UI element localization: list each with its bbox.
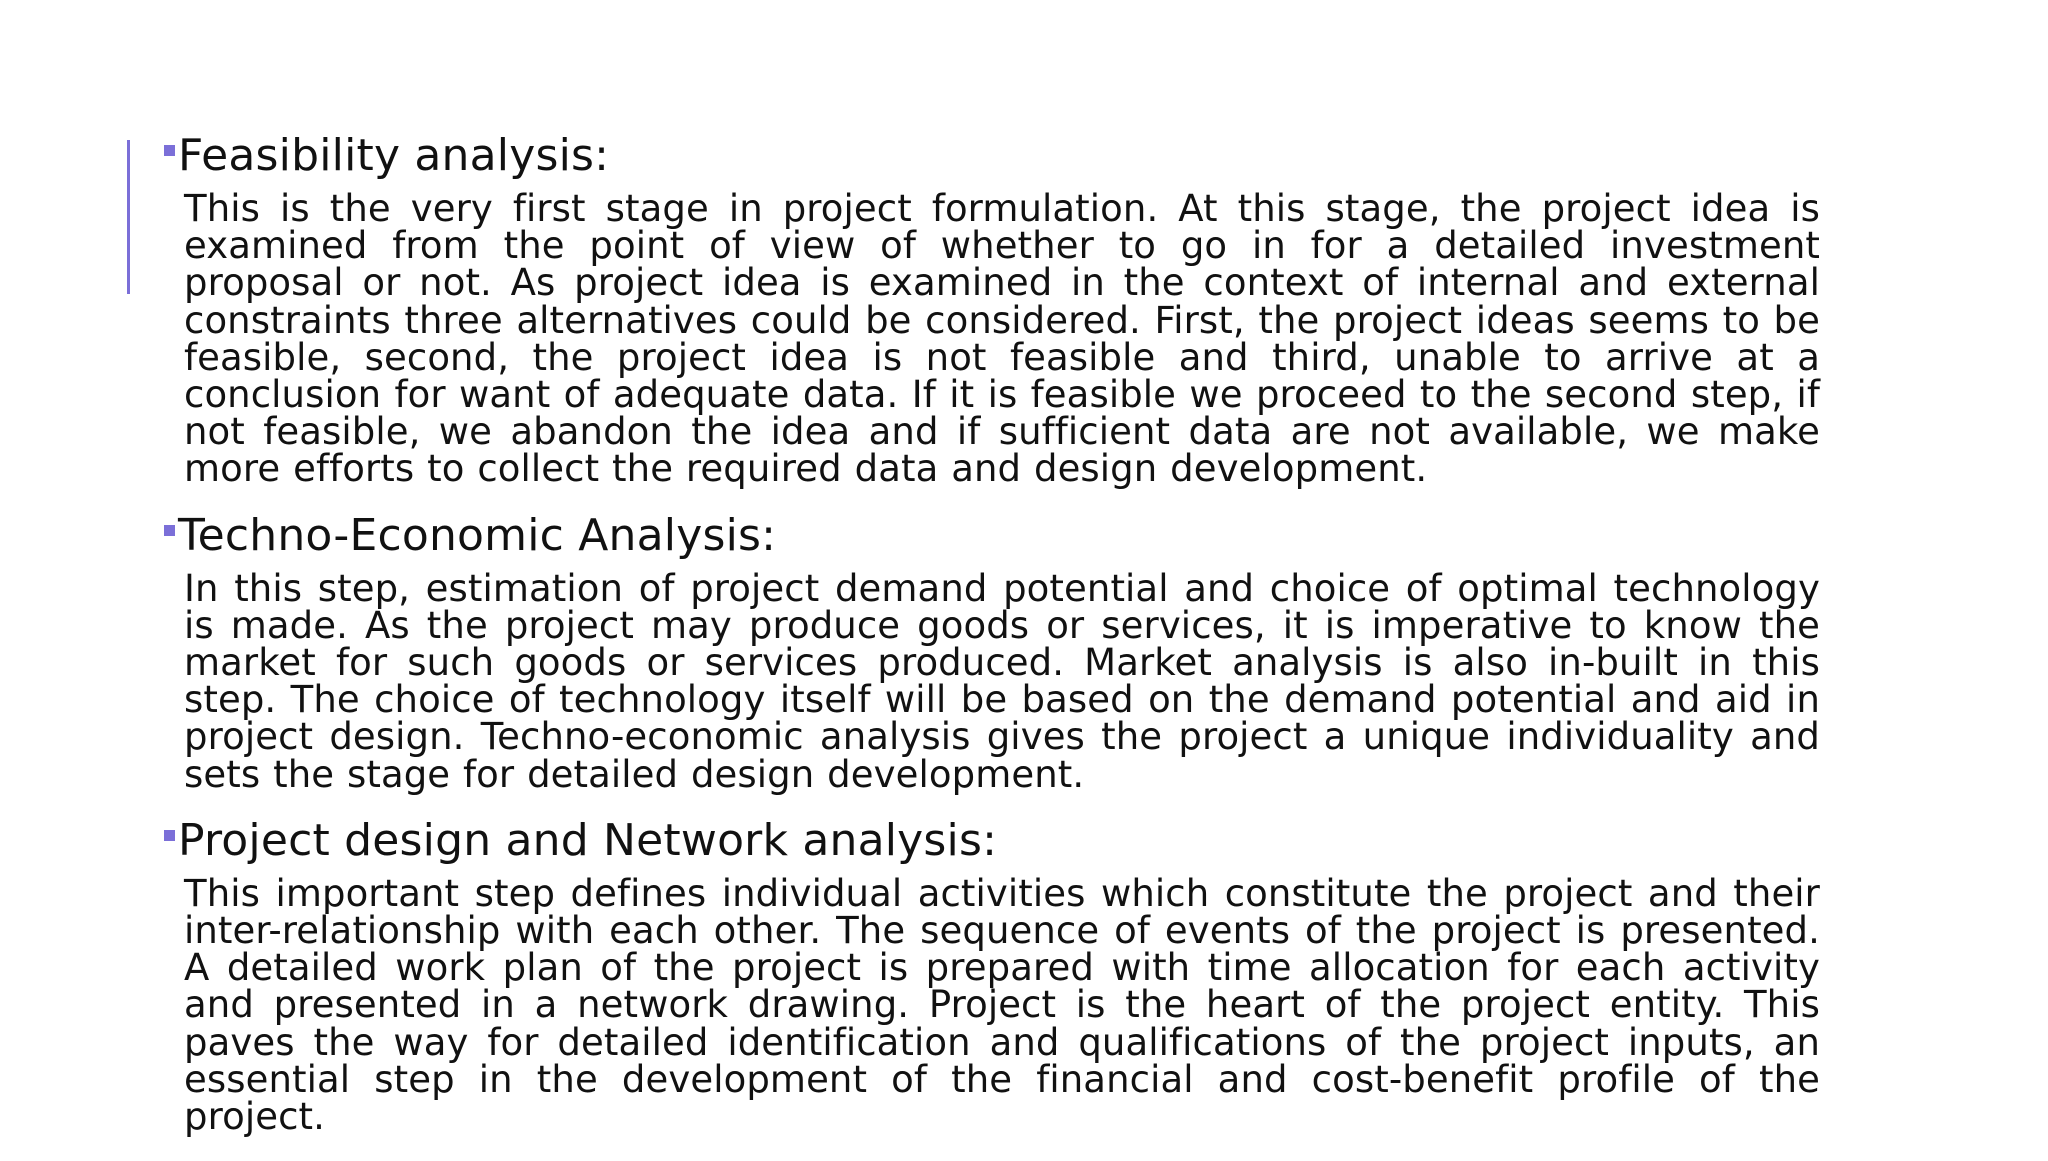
slide-content xyxy=(178,130,1820,1161)
square-bullet-icon xyxy=(164,145,175,156)
square-bullet-icon xyxy=(164,830,175,841)
section-feasibility-analysis xyxy=(178,130,1820,491)
section-body: This important step defines individual activities which constitute the project and their inter-relationship with each other. The sequence of events of the project is presented. A detailed work plan of the project is prepared with time allocation for each activity and presented in a network drawing. Project is the heart of the project entity. This paves the way for detailed identification and qualifications of the project inputs, an essential step in the development of the financial and cost-benefit profile of the project. xyxy=(184,871,1820,1139)
section-heading-row xyxy=(164,814,1820,866)
section-heading: Techno-Economic Analysis: xyxy=(178,509,777,561)
section-project-design-network-analysis xyxy=(178,814,1820,1139)
section-body: In this step, estimation of project demand potential and choice of optimal technology is made. As the project may produce goods or services, it is imperative to know the market for such goods or services produced. Market analysis is also in-built in this step. The choice of technology itself will be based on the demand potential and aid in project design. Techno-economic analysis gives the project a unique individuality and sets the stage for detailed design development. xyxy=(184,566,1820,796)
section-body: This is the very first stage in project formulation. At this stage, the project idea is examined from the point of view of whether to go in for a detailed investment proposal or not. As project idea is examined in the context of internal and external constraints three alternatives could be considered. First, the project ideas seems to be feasible, second, the project idea is not feasible and third, unable to arrive at a conclusion for want of adequate data. If it is feasible we proceed to the second step, if not feasible, we abandon the idea and if sufficient data are not available, we make more efforts to collect the required data and design development. xyxy=(184,187,1820,491)
section-techno-economic-analysis xyxy=(178,509,1820,796)
square-bullet-icon xyxy=(164,525,175,536)
section-heading: Feasibility analysis: xyxy=(178,130,610,181)
section-heading-row xyxy=(164,130,1820,181)
section-heading: Project design and Network analysis: xyxy=(178,814,998,866)
section-heading-row xyxy=(164,509,1820,561)
accent-bar xyxy=(127,140,130,294)
